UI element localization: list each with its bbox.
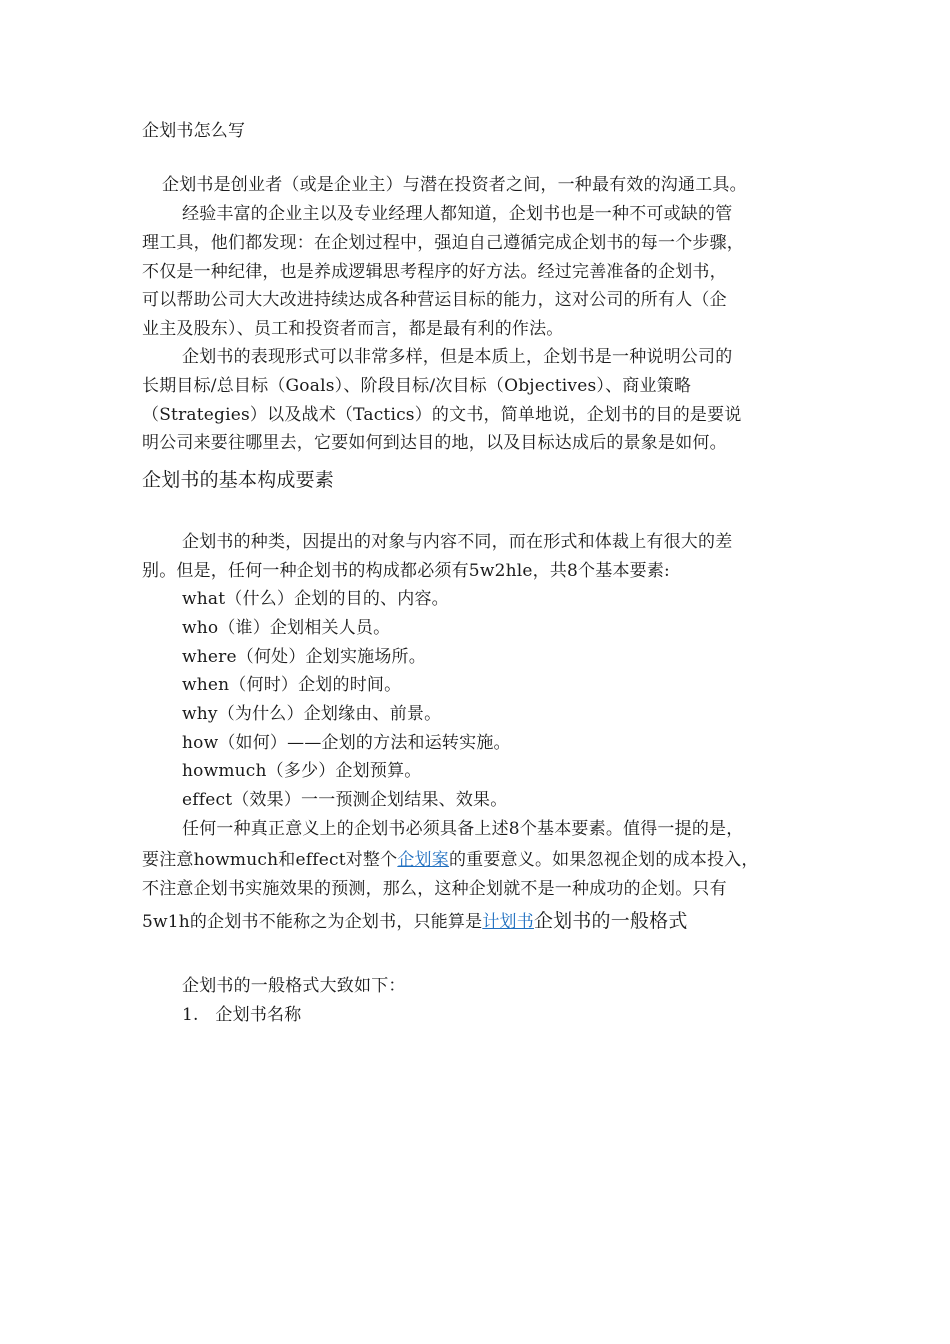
section1-paragraph2-line <box>142 907 688 936</box>
element-item: where（何处）企划实施场所。 <box>182 647 426 667</box>
inline-heading: 企划书的一般格式 <box>533 910 688 932</box>
intro-paragraph-2-line: 业主及股东）、员工和投资者而言，都是最有利的作法。 <box>142 319 564 339</box>
text-segment: 要注意howmuch和effect对整个 <box>142 850 398 870</box>
intro-paragraph-2-line: 不仅是一种纪律，也是养成逻辑思考程序的好方法。经过完善准备的企划书， <box>142 262 727 282</box>
section2-intro: 企划书的一般格式大致如下： <box>182 976 406 996</box>
element-item: effect（效果）一一预测企划结果、效果。 <box>182 790 508 810</box>
element-item: when（何时）企划的时间。 <box>182 675 402 695</box>
element-item: who（谁）企划相关人员。 <box>182 618 391 638</box>
intro-paragraph-3-line: （Strategies）以及战术（Tactics）的文书，简单地说，企划书的目的是要说 <box>142 405 742 425</box>
section1-paragraph-line: 企划书的种类，因提出的对象与内容不同，而在形式和体裁上有很大的差 <box>182 532 733 552</box>
section1-paragraph2-line <box>142 846 759 875</box>
intro-paragraph-1: 企划书是创业者（或是企业主）与潜在投资者之间，一种最有效的沟通工具。 <box>162 175 747 195</box>
section-heading: 企划书的基本构成要素 <box>142 469 335 491</box>
intro-paragraph-3-line: 明公司来要往哪里去，它要如何到达目的地，以及目标达成后的景象是如何。 <box>142 433 727 453</box>
element-item: how（如何）——企划的方法和运转实施。 <box>182 733 511 753</box>
section1-paragraph-line: 别。但是，任何一种企划书的构成都必须有5w2hle，共8个基本要素: <box>142 561 670 581</box>
list-item: 1. 企划书名称 <box>182 1005 302 1025</box>
intro-paragraph-2-line: 理工具，他们都发现：在企划过程中，强迫自己遵循完成企划书的每一个步骤， <box>142 233 744 253</box>
text-segment: 的重要意义。如果忽视企划的成本投入， <box>448 850 759 870</box>
intro-paragraph-3-line: 长期目标/总目标（Goals）、阶段目标/次目标（Objectives）、商业策略 <box>142 376 692 396</box>
element-item: howmuch（多少）企划预算。 <box>182 761 422 781</box>
element-item: what（什么）企划的目的、内容。 <box>182 589 449 609</box>
section1-paragraph2-line: 不注意企划书实施效果的预测，那么，这种企划就不是一种成功的企划。只有 <box>142 879 727 899</box>
intro-paragraph-2-line: 可以帮助公司大大改进持续达成各种营运目标的能力，这对公司的所有人（企 <box>142 290 727 310</box>
link-plan-book[interactable]: 计划书 <box>482 912 534 932</box>
link-planning-case[interactable]: 企划案 <box>397 850 449 870</box>
section1-paragraph2-line: 任何一种真正意义上的企划书必须具备上述8个基本要素。值得一提的是， <box>182 819 744 839</box>
page-title: 企划书怎么写 <box>142 121 246 141</box>
intro-paragraph-3-line: 企划书的表现形式可以非常多样，但是本质上，企划书是一种说明公司的 <box>182 347 733 367</box>
text-segment: 5w1h的企划书不能称之为企划书，只能算是 <box>142 912 483 932</box>
intro-paragraph-2-line: 经验丰富的企业主以及专业经理人都知道，企划书也是一种不可或缺的管 <box>182 204 733 224</box>
element-item: why（为什么）企划缘由、前景。 <box>182 704 442 724</box>
